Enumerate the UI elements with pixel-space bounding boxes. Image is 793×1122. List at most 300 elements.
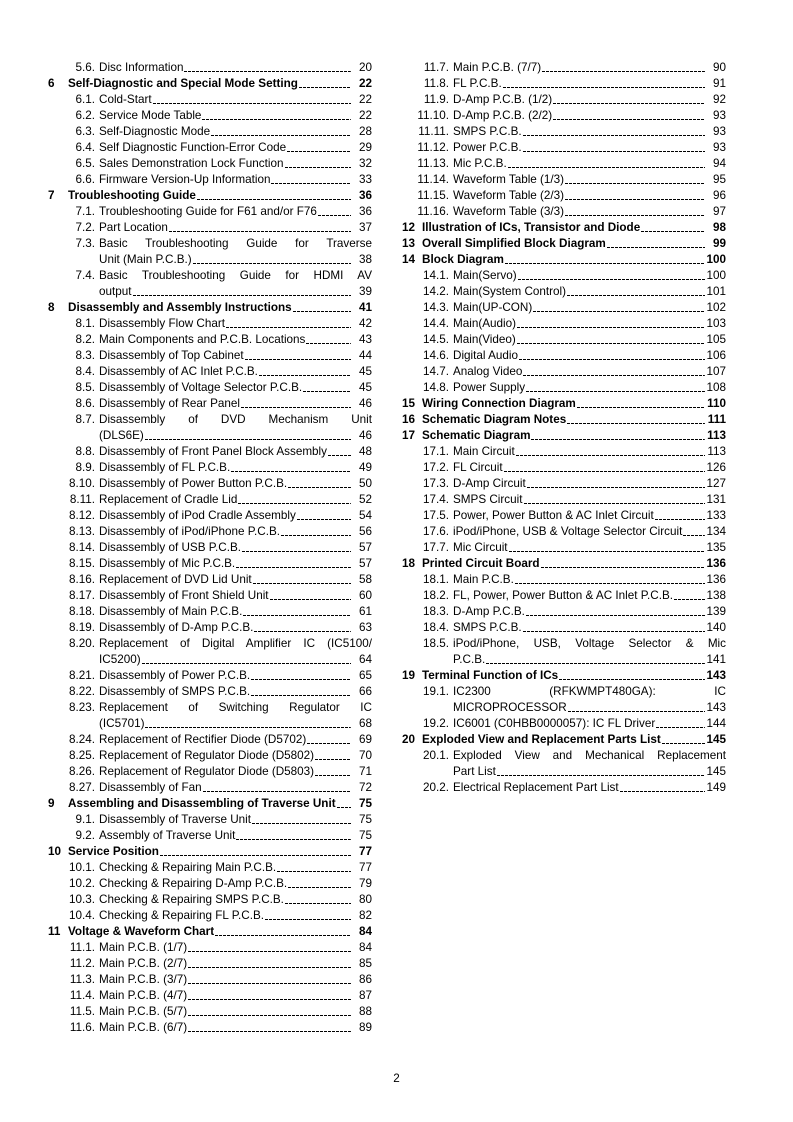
toc-entry-number: 11.8. <box>423 77 449 90</box>
toc-entry-page: 136 <box>706 557 726 570</box>
toc-entry-number: 14.2. <box>423 285 449 298</box>
toc-entry[interactable] <box>402 188 726 204</box>
toc-entry[interactable] <box>48 348 372 364</box>
toc-entry-page: 95 <box>712 173 726 186</box>
toc-entry-page: 32 <box>358 157 372 170</box>
toc-entry[interactable] <box>48 540 372 556</box>
toc-entry-title: Disassembly of SMPS P.C.B. <box>99 685 251 698</box>
toc-entry[interactable] <box>48 860 372 876</box>
toc-entry-number: 19.1. <box>423 685 449 698</box>
toc-entry-number: 9.2. <box>75 829 95 842</box>
toc-entry-number: 11.3. <box>69 973 95 986</box>
toc-entry-title: Disc Information <box>99 61 184 74</box>
toc-entry-page: 134 <box>706 525 726 538</box>
toc-entry[interactable] <box>48 588 372 604</box>
leader-dots <box>641 227 705 236</box>
toc-entry[interactable] <box>48 236 372 252</box>
toc-entry[interactable] <box>48 684 372 700</box>
toc-entry-page: 49 <box>358 461 372 474</box>
toc-entry[interactable] <box>48 908 372 924</box>
toc-entry[interactable] <box>48 92 372 108</box>
toc-left-column <box>48 60 372 1036</box>
leader-dots <box>318 211 351 220</box>
leader-dots <box>553 115 705 124</box>
toc-entry[interactable] <box>48 988 372 1004</box>
toc-entry-number: 8.13. <box>69 525 95 538</box>
toc-entry[interactable] <box>48 972 372 988</box>
leader-dots <box>607 243 705 252</box>
leader-dots <box>328 451 351 460</box>
toc-entry[interactable] <box>402 508 726 524</box>
toc-entry-number: 12 <box>402 221 416 234</box>
toc-entry-title: Self-Diagnostic Mode <box>99 125 211 138</box>
toc-entry[interactable] <box>48 268 372 284</box>
toc-chapter[interactable] <box>402 396 726 412</box>
toc-entry-title-cont: MICROPROCESSOR <box>453 701 567 714</box>
toc-entry[interactable] <box>48 556 372 572</box>
leader-dots <box>523 131 705 140</box>
toc-entry-title: Main P.C.B. (7/7) <box>453 61 542 74</box>
toc-chapter[interactable] <box>402 412 726 428</box>
toc-entry-page: 143 <box>706 669 726 682</box>
toc-entry-page: 144 <box>706 717 726 730</box>
leader-dots <box>236 835 351 844</box>
toc-entry[interactable] <box>48 156 372 172</box>
toc-entry-page: 92 <box>712 93 726 106</box>
toc-entry-number: 18.5. <box>423 637 449 650</box>
toc-entry-number: 17 <box>402 429 416 442</box>
toc-entry-title: Disassembly of Top Cabinet <box>99 349 244 362</box>
toc-entry[interactable] <box>402 92 726 108</box>
leader-dots <box>277 867 351 876</box>
toc-entry[interactable] <box>402 620 726 636</box>
toc-entry-page: 48 <box>358 445 372 458</box>
toc-entry-number: 15 <box>402 397 416 410</box>
toc-entry[interactable] <box>48 124 372 140</box>
toc-entry[interactable] <box>402 76 726 92</box>
toc-entry-title: FL P.C.B. <box>453 77 502 90</box>
toc-entry-title: D-Amp P.C.B. (1/2) <box>453 93 553 106</box>
toc-entry-title: FL, Power, Power Button & AC Inlet P.C.B. <box>453 589 674 602</box>
toc-entry-title: Disassembly of Power P.C.B. <box>99 669 251 682</box>
toc-entry[interactable] <box>48 748 372 764</box>
toc-entry-page: 36 <box>358 189 372 202</box>
toc-entry[interactable] <box>402 300 726 316</box>
toc-entry[interactable] <box>48 508 372 524</box>
toc-entry-title: Main P.C.B. (2/7) <box>99 957 188 970</box>
leader-dots <box>251 691 351 700</box>
toc-entry-page: 90 <box>712 61 726 74</box>
toc-entry-number: 11.7. <box>423 61 449 74</box>
toc-entry[interactable] <box>48 396 372 412</box>
toc-chapter[interactable] <box>402 556 726 572</box>
toc-entry-number: 11.1. <box>69 941 95 954</box>
toc-chapter[interactable] <box>402 428 726 444</box>
toc-entry-title: Disassembly of D-Amp P.C.B. <box>99 621 254 634</box>
leader-dots <box>315 755 351 764</box>
toc-entry-title: Disassembly of Front Shield Unit <box>99 589 269 602</box>
toc-entry-title-cont: Unit (Main P.C.B.) <box>99 253 192 266</box>
leader-dots <box>577 403 705 412</box>
leader-dots <box>516 451 705 460</box>
toc-entry[interactable] <box>48 604 372 620</box>
toc-entry-title: Self-Diagnostic and Special Mode Setting <box>68 77 298 90</box>
toc-entry-number: 14.8. <box>423 381 449 394</box>
toc-entry[interactable] <box>48 572 372 588</box>
toc-entry-page: 66 <box>358 685 372 698</box>
toc-entry[interactable] <box>48 524 372 540</box>
toc-entry-number: 8.22. <box>69 685 95 698</box>
toc-entry[interactable] <box>48 140 372 156</box>
toc-entry[interactable] <box>48 476 372 492</box>
toc-entry-page: 63 <box>358 621 372 634</box>
toc-entry[interactable] <box>402 124 726 140</box>
toc-entry-page: 56 <box>358 525 372 538</box>
toc-entry-number: 11.13. <box>417 157 449 170</box>
toc-entry-number: 10.4. <box>69 909 95 922</box>
toc-entry[interactable] <box>48 60 372 76</box>
toc-entry[interactable] <box>48 172 372 188</box>
leader-dots <box>245 355 351 364</box>
toc-entry-number: 14.6. <box>423 349 449 362</box>
toc-entry-number: 8.9. <box>75 461 95 474</box>
leader-dots <box>531 435 705 444</box>
toc-chapter[interactable] <box>48 76 372 92</box>
toc-entry-title: Service Position <box>68 845 159 858</box>
toc-entry[interactable] <box>48 444 372 460</box>
toc-entry-title: Disassembly of iPod Cradle Assembly <box>99 509 296 522</box>
toc-entry-page: 84 <box>358 925 372 938</box>
toc-entry-number: 20.1. <box>423 749 449 762</box>
toc-entry-page: 85 <box>358 957 372 970</box>
toc-entry-page: 93 <box>712 125 726 138</box>
toc-entry-title: Wiring Connection Diagram <box>422 397 576 410</box>
toc-entry-number: 8.3. <box>75 349 95 362</box>
toc-entry-page: 20 <box>358 61 372 74</box>
leader-dots <box>486 659 705 668</box>
toc-entry-continuation <box>48 716 372 732</box>
toc-entry-page: 50 <box>358 477 372 490</box>
toc-entry-number: 17.1. <box>423 445 449 458</box>
leader-dots <box>297 515 351 524</box>
toc-entry[interactable] <box>48 940 372 956</box>
toc-entry-title: Firmware Version-Up Information <box>99 173 271 186</box>
toc-entry-title: Checking & Repairing Main P.C.B. <box>99 861 277 874</box>
leader-dots <box>197 195 351 204</box>
toc-entry-page: 145 <box>706 733 726 746</box>
toc-entry-page: 57 <box>358 541 372 554</box>
toc-entry-number: 7.2. <box>75 221 95 234</box>
toc-entry[interactable] <box>402 684 726 700</box>
toc-entry-page: 46 <box>358 429 372 442</box>
toc-entry[interactable] <box>48 732 372 748</box>
toc-entry-number: 8.24. <box>69 733 95 746</box>
toc-entry[interactable] <box>48 412 372 428</box>
toc-entry[interactable] <box>48 460 372 476</box>
toc-entry-title: Replacement of Digital Amplifier IC (IC5100/ <box>99 637 372 650</box>
toc-entry[interactable] <box>48 108 372 124</box>
toc-entry-title: Main(Audio) <box>453 317 517 330</box>
toc-entry[interactable] <box>48 1004 372 1020</box>
leader-dots <box>203 787 351 796</box>
toc-entry[interactable] <box>402 524 726 540</box>
toc-entry-continuation <box>402 652 726 668</box>
toc-chapter[interactable] <box>48 188 372 204</box>
leader-dots <box>303 387 351 396</box>
toc-entry-title: Power, Power Button & AC Inlet Circuit <box>453 509 654 522</box>
toc-entry-title: Checking & Repairing FL P.C.B. <box>99 909 265 922</box>
toc-entry-title: Waveform Table (3/3) <box>453 205 565 218</box>
toc-entry[interactable] <box>402 140 726 156</box>
toc-entry-number: 14.5. <box>423 333 449 346</box>
toc-entry[interactable] <box>402 172 726 188</box>
toc-chapter[interactable] <box>48 844 372 860</box>
toc-entry-page: 45 <box>358 381 372 394</box>
toc-entry[interactable] <box>48 620 372 636</box>
toc-entry-title: SMPS P.C.B. <box>453 125 522 138</box>
toc-entry-number: 11.9. <box>423 93 449 106</box>
leader-dots <box>517 323 705 332</box>
toc-entry[interactable] <box>48 876 372 892</box>
toc-entry[interactable] <box>402 444 726 460</box>
toc-entry[interactable] <box>402 380 726 396</box>
toc-entry[interactable] <box>48 668 372 684</box>
toc-entry-title: Disassembly of FL P.C.B. <box>99 461 231 474</box>
toc-entry-title: Main P.C.B. (4/7) <box>99 989 188 1002</box>
toc-entry-number: 9 <box>48 797 55 810</box>
leader-dots <box>565 195 705 204</box>
toc-entry-page: 75 <box>358 829 372 842</box>
toc-entry[interactable] <box>402 572 726 588</box>
toc-entry[interactable] <box>402 780 726 796</box>
toc-chapter[interactable] <box>48 924 372 940</box>
toc-chapter[interactable] <box>402 236 726 252</box>
toc-entry-title: Power P.C.B. <box>453 141 522 154</box>
leader-dots <box>236 563 351 572</box>
leader-dots <box>542 67 705 76</box>
toc-entry[interactable] <box>48 780 372 796</box>
toc-entry-page: 145 <box>706 765 726 778</box>
toc-entry-title: Replacement of Switching Regulator IC <box>99 701 372 714</box>
toc-entry[interactable] <box>48 220 372 236</box>
toc-entry[interactable] <box>402 492 726 508</box>
leader-dots <box>288 483 351 492</box>
toc-entry-number: 14.3. <box>423 301 449 314</box>
toc-entry-continuation <box>402 700 726 716</box>
toc-entry-title: Main(Video) <box>453 333 516 346</box>
toc-entry[interactable] <box>402 540 726 556</box>
toc-chapter[interactable] <box>402 732 726 748</box>
toc-entry-page: 103 <box>706 317 726 330</box>
leader-dots <box>523 147 705 156</box>
leader-dots <box>226 323 351 332</box>
toc-entry-title: Main P.C.B. <box>453 573 514 586</box>
toc-right-column <box>402 60 726 796</box>
toc-entry[interactable] <box>48 956 372 972</box>
leader-dots <box>567 291 705 300</box>
toc-entry-page: 135 <box>706 541 726 554</box>
leader-dots <box>281 531 351 540</box>
toc-entry[interactable] <box>48 492 372 508</box>
toc-chapter[interactable] <box>402 668 726 684</box>
toc-entry[interactable] <box>48 380 372 396</box>
toc-entry-title: Disassembly of Main P.C.B. <box>99 605 243 618</box>
toc-entry[interactable] <box>402 204 726 220</box>
toc-entry-number: 8.4. <box>75 365 95 378</box>
toc-entry-continuation <box>48 252 372 268</box>
toc-entry-title: Troubleshooting Guide for F61 and/or F76 <box>99 205 317 218</box>
toc-entry-title: Schematic Diagram <box>422 429 531 442</box>
toc-entry[interactable] <box>402 588 726 604</box>
toc-chapter[interactable] <box>48 796 372 812</box>
leader-dots <box>241 403 351 412</box>
toc-entry[interactable] <box>402 60 726 76</box>
toc-entry-page: 143 <box>706 701 726 714</box>
toc-entry-page: 110 <box>707 397 726 410</box>
toc-entry-page: 93 <box>712 109 726 122</box>
toc-entry-title: Disassembly of Traverse Unit <box>99 813 251 826</box>
toc-entry-page: 29 <box>358 141 372 154</box>
leader-dots <box>656 723 705 732</box>
toc-entry-number: 13 <box>402 237 416 250</box>
toc-entry[interactable] <box>402 332 726 348</box>
toc-entry-title: Exploded View and Replacement Parts List <box>422 733 661 746</box>
leader-dots <box>285 163 352 172</box>
toc-entry[interactable] <box>402 156 726 172</box>
toc-entry-number: 6.1. <box>75 93 95 106</box>
toc-entry-number: 10.3. <box>69 893 95 906</box>
toc-chapter[interactable] <box>402 220 726 236</box>
toc-entry[interactable] <box>48 364 372 380</box>
leader-dots <box>169 227 351 236</box>
leader-dots <box>242 547 351 556</box>
toc-entry[interactable] <box>48 764 372 780</box>
toc-entry[interactable] <box>48 1020 372 1036</box>
leader-dots <box>145 435 351 444</box>
toc-entry-continuation <box>48 652 372 668</box>
toc-entry-title: Waveform Table (2/3) <box>453 189 565 202</box>
toc-entry[interactable] <box>402 604 726 620</box>
toc-entry[interactable] <box>48 332 372 348</box>
toc-entry-number: 8.1. <box>75 317 95 330</box>
toc-entry-number: 11.11. <box>418 125 449 138</box>
toc-entry-page: 58 <box>358 573 372 586</box>
toc-entry[interactable] <box>402 748 726 764</box>
toc-entry-page: 22 <box>358 109 372 122</box>
toc-entry[interactable] <box>48 636 372 652</box>
toc-entry-title: Printed Circuit Board <box>422 557 540 570</box>
leader-dots <box>231 467 351 476</box>
toc-entry-page: 64 <box>358 653 372 666</box>
toc-entry-continuation <box>48 284 372 300</box>
toc-entry-number: 6.4. <box>75 141 95 154</box>
toc-entry-title: Main(Servo) <box>453 269 517 282</box>
toc-entry-number: 11 <box>48 925 61 938</box>
toc-entry-title-cont: Part List <box>453 765 496 778</box>
toc-entry-page: 69 <box>358 733 372 746</box>
toc-entry-number: 8.2. <box>75 333 95 346</box>
toc-entry[interactable] <box>402 284 726 300</box>
toc-entry-number: 11.4. <box>69 989 95 1002</box>
toc-entry[interactable] <box>402 460 726 476</box>
toc-entry[interactable] <box>48 812 372 828</box>
toc-entry[interactable] <box>402 348 726 364</box>
toc-entry-title: iPod/iPhone, USB, Voltage Selector & Mic <box>453 637 726 650</box>
toc-entry[interactable] <box>402 316 726 332</box>
toc-entry-page: 136 <box>706 573 726 586</box>
toc-entry[interactable] <box>402 108 726 124</box>
toc-entry-page: 113 <box>707 429 726 442</box>
toc-entry-number: 11.2. <box>69 957 95 970</box>
leader-dots <box>519 355 705 364</box>
toc-entry-title: D-Amp Circuit <box>453 477 526 490</box>
toc-entry[interactable] <box>48 828 372 844</box>
toc-entry-number: 19.2. <box>423 717 449 730</box>
leader-dots <box>254 627 351 636</box>
toc-entry-number: 8.25. <box>69 749 95 762</box>
toc-entry-title: Cold-Start <box>99 93 152 106</box>
toc-entry-number: 11.14. <box>417 173 449 186</box>
toc-entry-number: 10.2. <box>69 877 95 890</box>
toc-entry-page: 22 <box>358 77 372 90</box>
toc-entry-number: 16 <box>402 413 416 426</box>
toc-entry[interactable] <box>402 636 726 652</box>
toc-entry-title: Troubleshooting Guide <box>68 189 196 202</box>
toc-entry[interactable] <box>402 716 726 732</box>
toc-entry[interactable] <box>402 268 726 284</box>
toc-entry-title: Disassembly of Power Button P.C.B. <box>99 477 288 490</box>
leader-dots <box>655 515 705 524</box>
toc-entry-number: 10 <box>48 845 62 858</box>
leader-dots <box>133 291 352 300</box>
toc-entry-page: 149 <box>706 781 726 794</box>
leader-dots <box>503 83 705 92</box>
toc-entry-title: Main(System Control) <box>453 285 567 298</box>
toc-entry-title: Main P.C.B. (5/7) <box>99 1005 188 1018</box>
toc-entry[interactable] <box>48 204 372 220</box>
toc-entry-title: Waveform Table (1/3) <box>453 173 565 186</box>
leader-dots <box>567 419 705 428</box>
toc-entry-number: 8.12. <box>69 509 95 522</box>
toc-entry-number: 6 <box>48 77 55 90</box>
toc-entry[interactable] <box>402 364 726 380</box>
toc-entry-page: 33 <box>358 173 372 186</box>
toc-entry[interactable] <box>402 476 726 492</box>
toc-entry-page: 107 <box>706 365 726 378</box>
toc-entry-title: D-Amp P.C.B. (2/2) <box>453 109 553 122</box>
toc-entry-title: Main(UP-CON) <box>453 301 533 314</box>
leader-dots <box>662 739 705 748</box>
leader-dots <box>251 675 351 684</box>
toc-entry-number: 5.6. <box>75 61 95 74</box>
toc-entry-page: 46 <box>358 397 372 410</box>
toc-entry[interactable] <box>48 700 372 716</box>
toc-entry-page: 88 <box>358 1005 372 1018</box>
toc-entry-title: Mic P.C.B. <box>453 157 507 170</box>
toc-entry-title: Checking & Repairing SMPS P.C.B. <box>99 893 284 906</box>
toc-entry[interactable] <box>48 892 372 908</box>
toc-entry-title-cont: (IC5701) <box>99 717 145 730</box>
toc-chapter[interactable] <box>402 252 726 268</box>
toc-entry[interactable] <box>48 316 372 332</box>
toc-entry-page: 133 <box>706 509 726 522</box>
leader-dots <box>188 1027 351 1036</box>
toc-entry-page: 126 <box>706 461 726 474</box>
toc-entry-number: 8.8. <box>75 445 95 458</box>
leader-dots <box>188 947 351 956</box>
toc-chapter[interactable] <box>48 300 372 316</box>
toc-entry-page: 39 <box>358 285 372 298</box>
